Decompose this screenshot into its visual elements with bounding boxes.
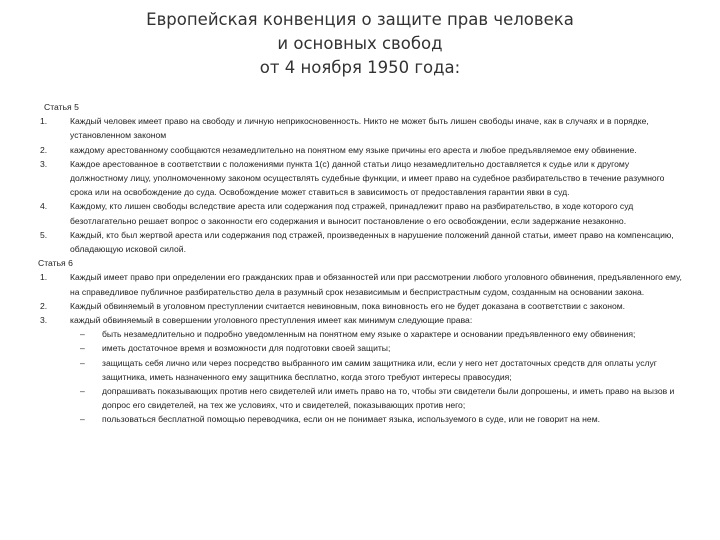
item-number: 1.: [40, 272, 48, 283]
item-number: 2.: [40, 144, 48, 155]
sub-item-text: защищать себя лично или через посредство выбранного им самим защитника или, если у него нет достаточных средств для оплаты услуг защитника, иметь назначенного ему защитника бесплатно, когда этого требуют интересы правосудия;: [102, 357, 657, 382]
item-text: Каждый обвиняемый в уголовном преступлении считается невиновным, пока виновность его не будет доказана в соответствии с законом.: [70, 300, 626, 311]
list-item: [38, 114, 684, 142]
list-item: [38, 313, 684, 327]
title-line-1: Европейская конвенция о защите прав человека: [146, 10, 574, 29]
sub-item-text: пользоваться бесплатной помощью переводчика, если он не понимает языка, используемого в суде, или не говорит на нем.: [102, 414, 601, 425]
dash-bullet: –: [80, 357, 85, 368]
sub-list-item: [38, 327, 684, 341]
item-text: каждому арестованному сообщаются незамедлительно на понятном ему языке причины его ареста и любое предъявляемое ему обвинение.: [70, 144, 637, 155]
dash-bullet: –: [80, 414, 85, 425]
item-text: Каждое арестованное в соответствии с положениями пункта 1(с) данной статьи лицо незамедлительно доставляется к судье или к другому должностному лицу, уполномоченному законом осуществлять судебные функции, и имеет право на судебное разбирательство в течение разумного срока или на освобождение до суда. Освобождение может ставиться в зависимость от предоставления гарантии явки в суд.: [70, 158, 665, 198]
item-text: Каждый человек имеет право на свободу и личную неприкосновенность. Никто не может быть лишен свободы иначе, как в случаях и в порядке, установленном законом: [70, 116, 649, 141]
dash-bullet: –: [80, 329, 85, 340]
sub-list-item: [38, 412, 684, 426]
item-number: 3.: [40, 158, 48, 169]
title-line-2: и основных свобод: [277, 34, 443, 53]
sub-list-item: [38, 341, 684, 355]
item-text: Каждый имеет право при определении его гражданских прав и обязанностей или при рассмотрении любого уголовного обвинения, предъявленного ему, на справедливое публичное разбирательство дела в разумный срок независимым и беспристрастным судом, созданным на основании закона.: [70, 272, 682, 297]
sub-item-text: допрашивать показывающих против него свидетелей или иметь право на то, чтобы эти свидетели были допрошены, и иметь право на вызов и допрос его свидетелей, на тех же условиях, что и свидетелей, показывающих против него;: [102, 386, 675, 411]
list-item: [38, 199, 684, 227]
dash-bullet: –: [80, 343, 85, 354]
list-item: [38, 299, 684, 313]
list-item: [38, 228, 684, 256]
item-text: каждый обвиняемый в совершении уголовного преступления имеет как минимум следующие права:: [70, 315, 473, 326]
item-number: 4.: [40, 201, 48, 212]
page-title: [0, 8, 720, 80]
item-number: 5.: [40, 229, 48, 240]
item-number: 1.: [40, 116, 48, 127]
list-item: [38, 143, 684, 157]
article-5-heading: Статья 5: [44, 102, 79, 112]
item-text: Каждому, кто лишен свободы вследствие ареста или содержания под стражей, принадлежит право на разбирательство, в ходе которого суд безотлагательно решает вопрос о законности его содержания и выносит постановление о его освобождении, если задержание незаконно.: [70, 201, 634, 226]
document-body: [38, 100, 684, 427]
sub-item-text: иметь достаточное время и возможности для подготовки своей защиты;: [102, 343, 391, 354]
dash-bullet: –: [80, 386, 85, 397]
item-number: 3.: [40, 315, 48, 326]
sub-list-item: [38, 384, 684, 412]
item-text: Каждый, кто был жертвой ареста или содержания под стражей, произведенных в нарушение положений данной статьи, имеет право на компенсацию, обладающую исковой силой.: [70, 229, 674, 255]
article-6-heading: Статья 6: [38, 258, 73, 269]
sub-list-item: [38, 356, 684, 384]
item-number: 2.: [40, 300, 48, 311]
list-item: [38, 157, 684, 200]
title-line-3: от 4 ноября 1950 года:: [259, 58, 461, 77]
sub-item-text: быть незамедлительно и подробно уведомленным на понятном ему языке о характере и основании предъявленного ему обвинения;: [102, 329, 636, 340]
list-item: [38, 270, 684, 298]
